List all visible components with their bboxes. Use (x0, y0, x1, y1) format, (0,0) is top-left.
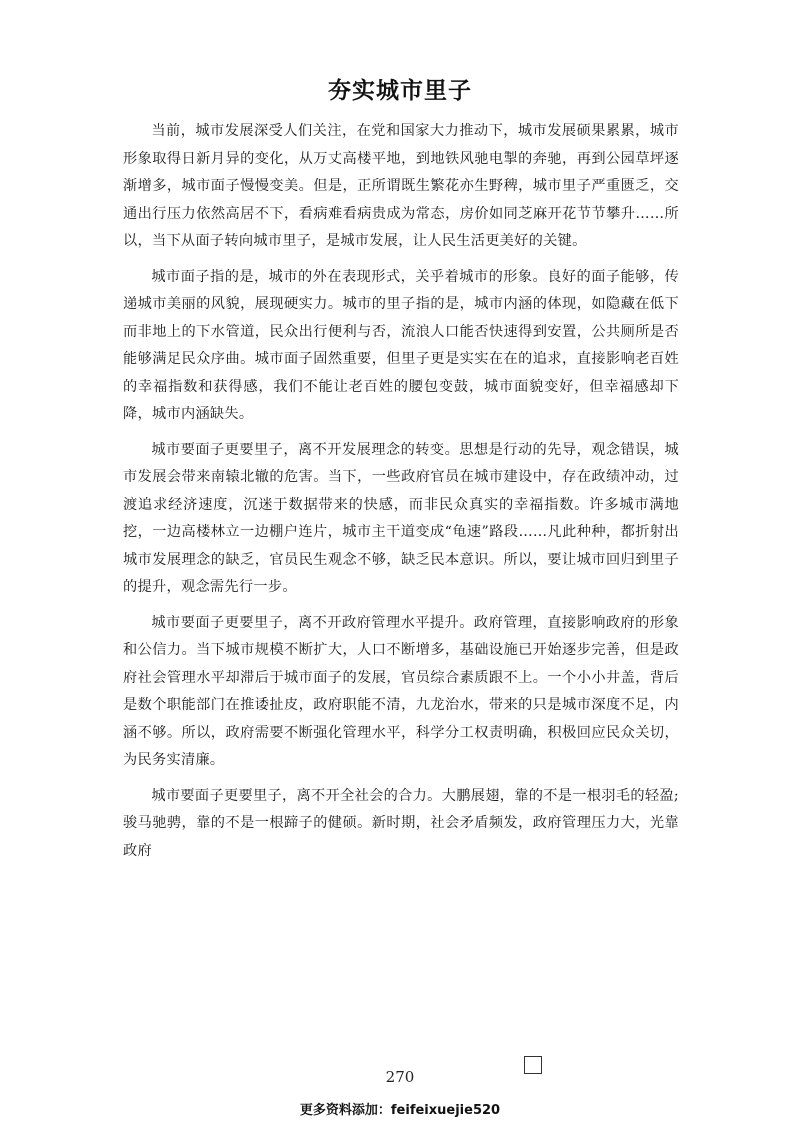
page-number: 270 (385, 1068, 415, 1086)
checkbox-square[interactable] (524, 1056, 542, 1074)
article-body (123, 118, 679, 873)
paragraph: 城市要面子更要里子，离不开全社会的合力。大鹏展翅，靠的不是一根羽毛的轻盈;骏马驰骋，靠的不是一根蹄子的健硕。新时期，社会矛盾频发，政府管理压力大，光靠政府 (123, 787, 679, 859)
paragraph: 城市要面子更要里子，离不开政府管理水平提升。政府管理，直接影响政府的形象和公信力。当下城市规模不断扩大，人口不断增多，基础设施已开始逐步完善，但是政府社会管理水平却滞后于城市面子的发展，官员综合素质跟不上。一个小小井盖，背后是数个职能部门在推诿扯皮，政府职能不清，九龙治水，带来的只是城市深度不足，内涵不够。所以，政府需要不断强化管理水平，科学分工权责明确，积极回应民众关切，为民务实清廉。 (123, 614, 679, 768)
page-title: 夯实城市里子 (328, 78, 472, 104)
footer-contact-note: 更多资料添加：feifeixuejie520 (299, 1103, 501, 1118)
paragraph: 城市面子指的是，城市的外在表现形式，关乎着城市的形象。良好的面子能够，传递城市美丽的风貌，展现硬实力。城市的里子指的是，城市内涵的体现，如隐藏在低下而非地上的下水管道，民众出行便利与否，流浪人口能否快速得到安置，公共厕所是否能够满足民众序曲。城市面子固然重要，但里子更是实实在在的追求，直接影响老百姓的幸福指数和获得感，我们不能让老百姓的腰包变鼓，城市面貌变好，但幸福感却下降，城市内涵缺失。 (123, 268, 679, 422)
paragraph: 当前，城市发展深受人们关注，在党和国家大力推动下，城市发展硕果累累，城市形象取得日新月异的变化，从万丈高楼平地，到地铁风驰电掣的奔驰，再到公园草坪逐渐增多，城市面子慢慢变美。但是，正所谓既生繁花亦生野稗，城市里子严重匮乏，交通出行压力依然高居不下，看病难看病贵成为常态，房价如同芝麻开花节节攀升……所以，当下从面子转向城市里子，是城市发展，让人民生活更美好的关键。 (123, 123, 679, 249)
paragraph: 城市要面子更要里子，离不开发展理念的转变。思想是行动的先导，观念错误，城市发展会带来南辕北辙的危害。当下，一些政府官员在城市建设中，存在政绩冲动，过渡追求经济速度，沉迷于数据带来的快感，而非民众真实的幸福指数。许多城市满地挖，一边高楼林立一边棚户连片，城市主干道变成“龟速”路段……凡此种种，都折射出城市发展理念的缺乏，官员民生观念不够，缺乏民本意识。所以，要让城市回归到里子的提升，观念需先行一步。 (123, 441, 679, 595)
